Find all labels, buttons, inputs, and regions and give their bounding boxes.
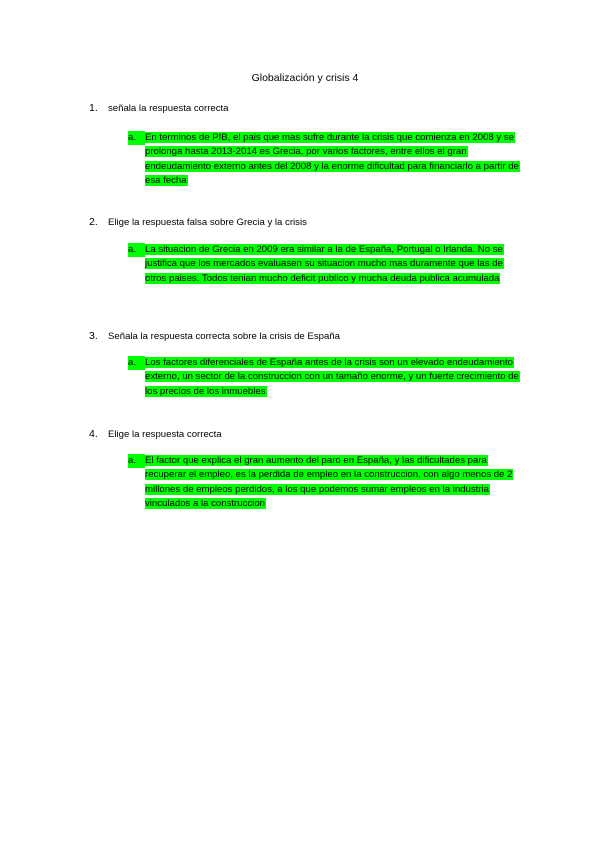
question-prompt: Elige la respuesta correcta [108, 429, 222, 440]
answer-letter: a. [128, 454, 145, 468]
answer-3 [128, 356, 523, 399]
answer-letter: a. [128, 356, 145, 370]
question-3 [89, 329, 529, 344]
question-1 [89, 101, 529, 116]
question-4 [89, 427, 529, 442]
document-title: Globalización y crisis 4 [251, 72, 359, 84]
question-number: 2. [89, 216, 98, 228]
question-prompt: Elige la respuesta falsa sobre Grecia y la crisis [108, 217, 307, 228]
question-number: 1. [89, 102, 98, 114]
question-prompt: Señala la respuesta correcta sobre la crisis de España [108, 331, 340, 342]
answer-4 [128, 454, 523, 511]
question-number: 3. [89, 330, 98, 342]
answer-text: El factor que explica el gran aumento del paro en España, y las dificultades para recuperar el empleo, es la perdida de empleo en la construccion, con algo menos de 2 millones de empleos perdidos, a los que podemos sumar empleos en la industria vinculados a la construccion [145, 455, 513, 509]
answer-letter: a. [128, 243, 145, 257]
answer-text: Los factores diferenciales de España antes de la crisis son un elevado endeudamiento externo, un sector de la construccion con un tamaño enorme, y un fuerte crecimiento de los precios de los inmuebles [145, 357, 519, 397]
question-number: 4. [89, 428, 98, 440]
answer-text: En terminos de PIB, el pais que mas sufre durante la crisis que comienza en 2008 y se prolonga hasta 2013-2014 es Grecia, por varios factores, entre ellos el gran endeudamiento externo antes del 2008 y la enorme dificultad para financiarlo a partir de esa fecha [145, 132, 519, 186]
answer-text: La situacion de Grecia en 2009 era similar a la de España, Portugal o Irlanda. No se justifica que los mercados evaluasen su situacion mucho mas duramente que las de otros paises. Todos tenian mucho deficit publico y mucha deuda publica acumulada [145, 244, 503, 284]
answer-1 [128, 131, 523, 188]
question-2 [89, 215, 529, 230]
answer-letter: a. [128, 131, 145, 145]
answer-2 [128, 243, 523, 286]
question-prompt: señala la respuesta correcta [108, 103, 229, 114]
